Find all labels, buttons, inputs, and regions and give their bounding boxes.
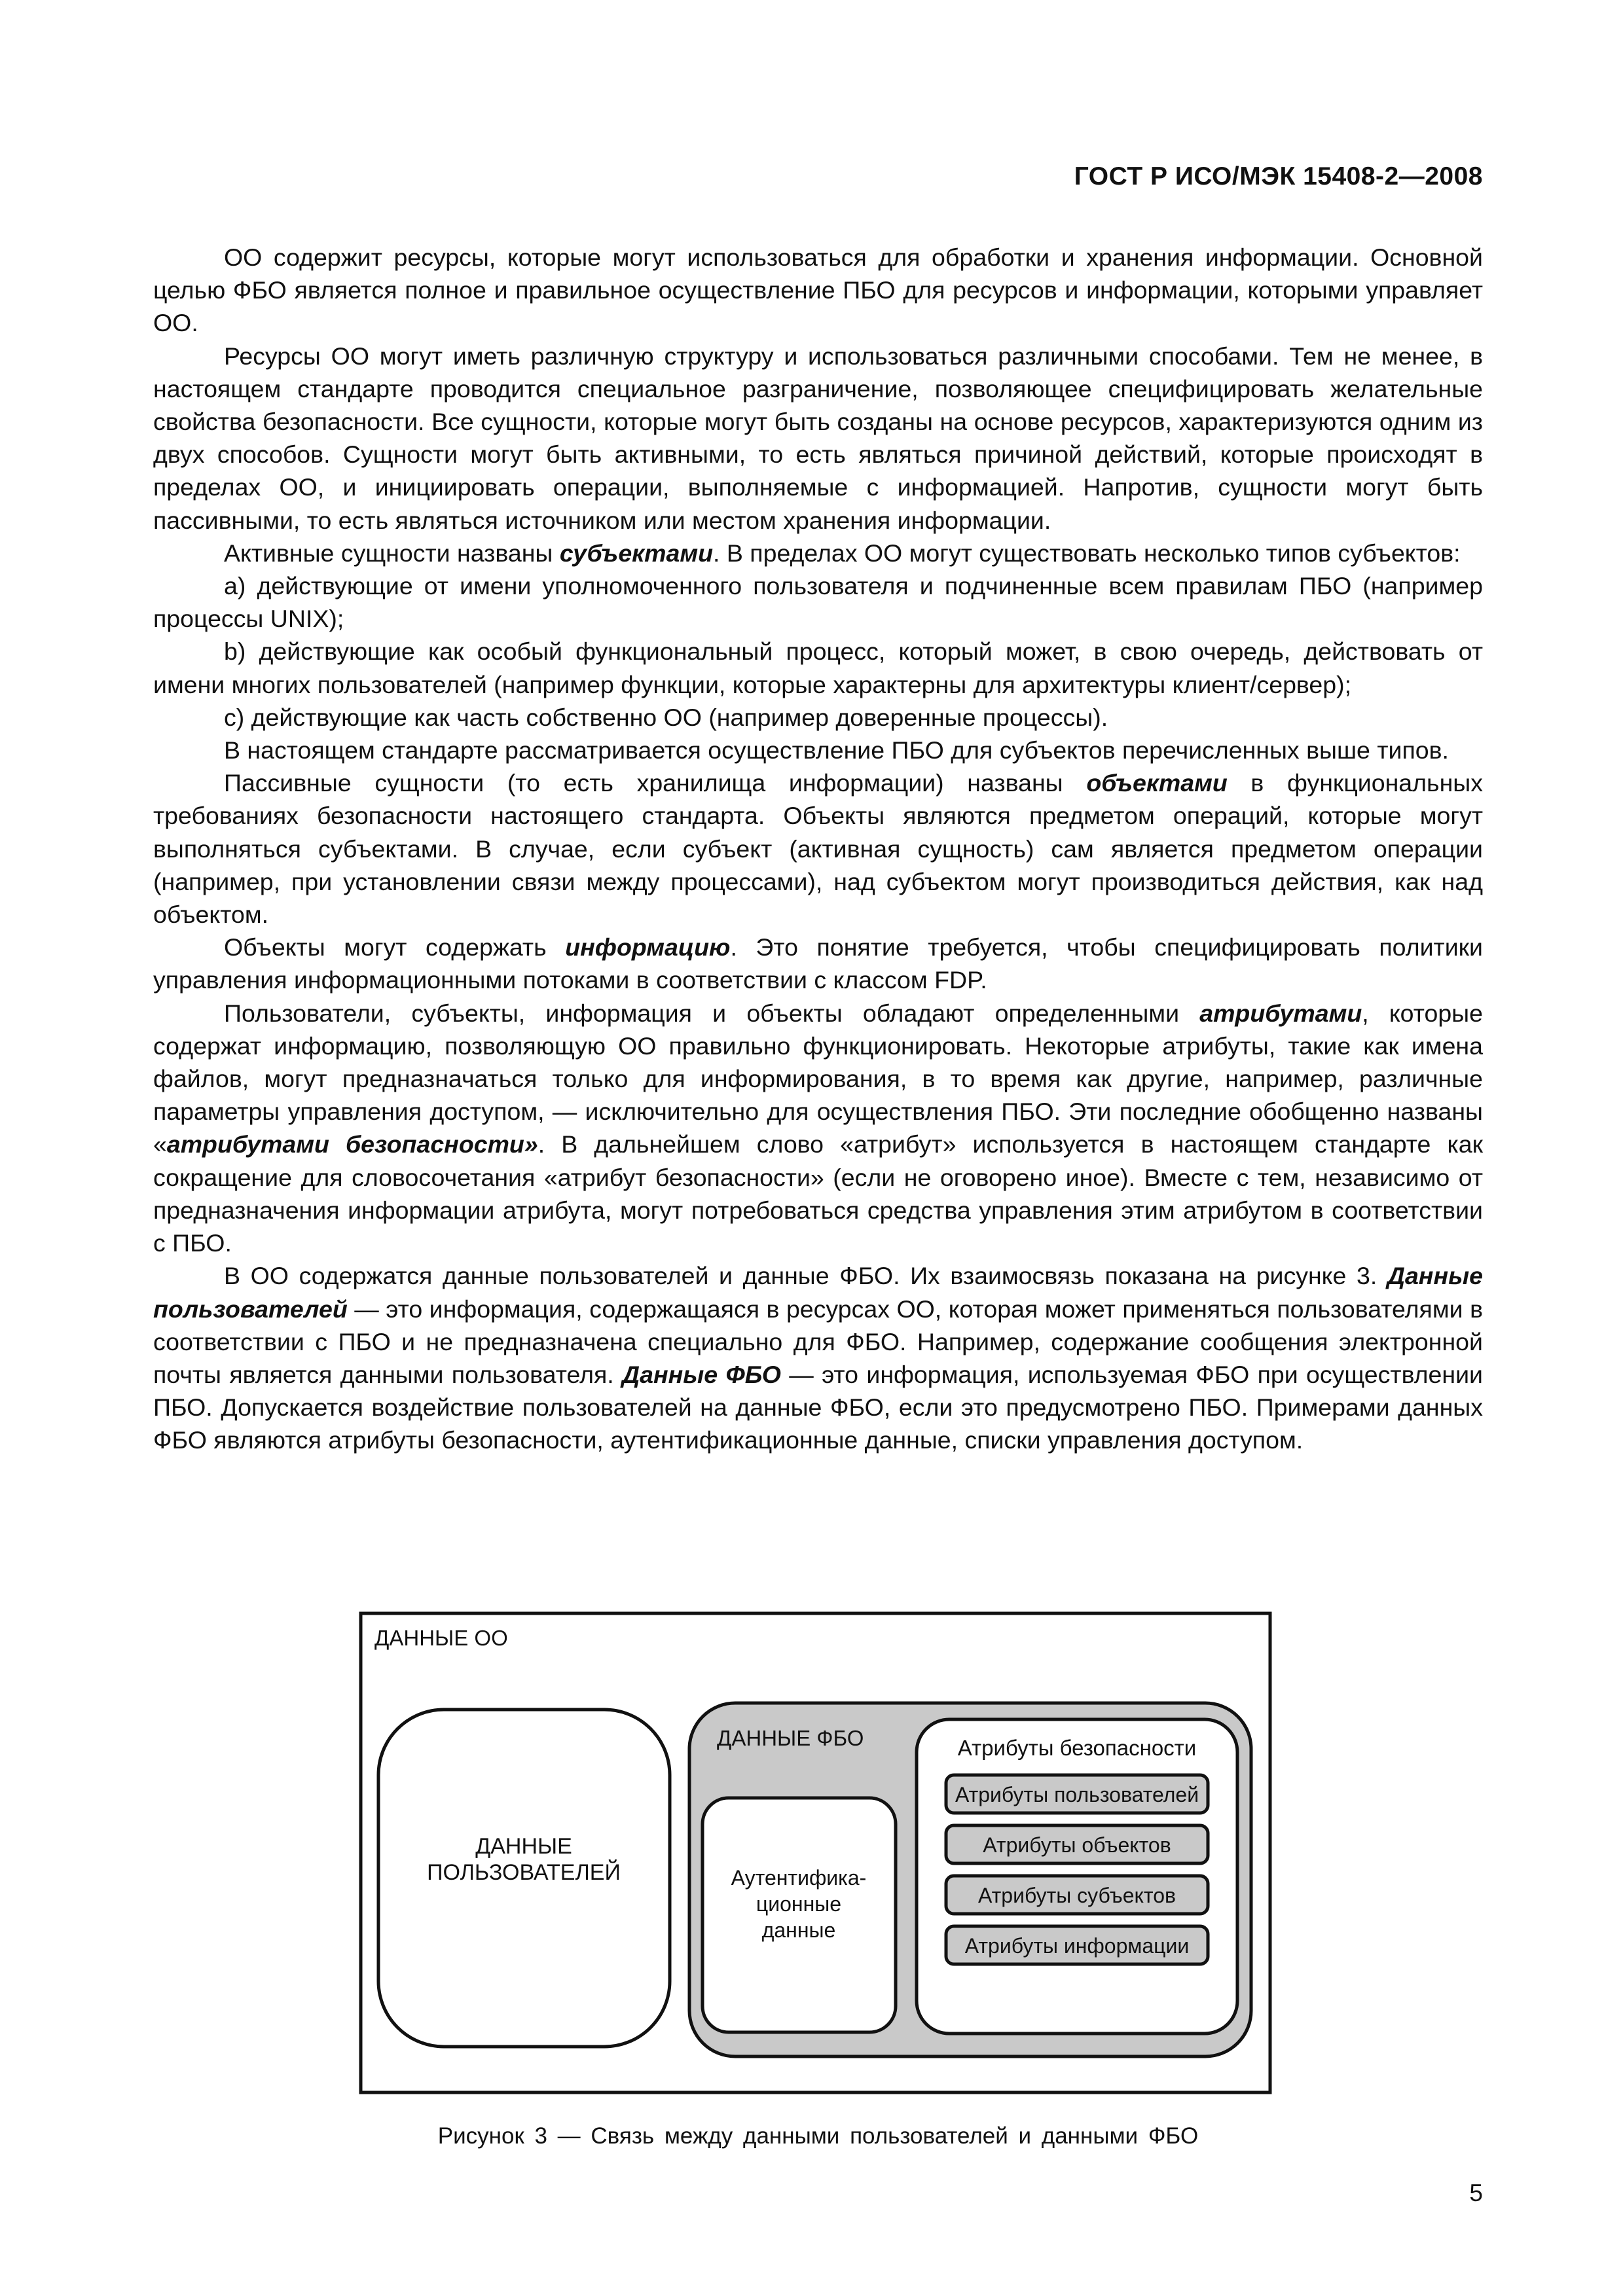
- attr-label-subjects: Атрибуты субъектов: [977, 1884, 1176, 1907]
- tsf-data-label: ДАННЫЕ ФБО: [717, 1726, 864, 1750]
- outer-label: ДАННЫЕ ОО: [374, 1626, 508, 1650]
- auth-data-line1: Аутентифика-: [731, 1866, 867, 1890]
- term-user-data: Данные пользователей: [153, 1262, 1483, 1323]
- auth-data-line3: данные: [761, 1918, 836, 1942]
- attr-label-information: Атрибуты информации: [964, 1934, 1190, 1958]
- figure-diagram: [359, 1611, 1272, 2094]
- paragraph-1: ОО содержит ресурсы, которые могут использоваться для обработки и хранения информации. Основной целью ФБО является полное и правильное осуществление ПБО для ресурсов и информации, которыми управляет ОО.: [153, 243, 1483, 337]
- list-item-a: a) действующие от имени уполномоченного пользователя и подчиненные всем правилам ПБО (например процессы UNIX);: [153, 572, 1483, 633]
- paragraph-2: Ресурсы ОО могут иметь различную структуру и использоваться различными способами. Тем не менее, в настоящем стандарте проводится специальное разграничение, позволяющее специфицировать желательные свойства безопасности. Все сущности, которые могут быть созданы на основе ресурсов, характеризуются одним из двух способов. Сущности могут быть активными, то есть являться причиной действий, которые происходят в пределах ОО, и инициировать операции, выполняемые с информацией. Напротив, сущности могут быть пассивными, то есть являться источником или местом хранения информации.: [153, 342, 1483, 534]
- list-item-b: b) действующие как особый функциональный процесс, который может, в свою очередь, действовать от имени многих пользователей (например функции, которые характерны для архитектуры клиент/сервер);: [153, 637, 1483, 698]
- user-data-line2: ПОЛЬЗОВАТЕЛЕЙ: [427, 1860, 621, 1885]
- list-item-c: c) действующие как часть собственно ОО (например доверенные процессы).: [224, 703, 1108, 731]
- auth-data-line2: ционные: [756, 1892, 842, 1916]
- standard-header: ГОСТ Р ИСО/МЭК 15408-2—2008: [1074, 162, 1483, 190]
- security-attributes-label: Атрибуты безопасности: [957, 1736, 1197, 1760]
- term-attributes: атрибутами: [1199, 999, 1362, 1027]
- page-number: 5: [1469, 2179, 1483, 2206]
- figure-3: [359, 1611, 1272, 2094]
- paragraph-7: Пользователи, субъекты, информация и объекты обладают определенными атрибутами, которые содержат информацию, позволяющую ОО правильно функционировать. Некоторые атрибуты, такие как имена файлов, могут предназначаться только для информирования, в то время как другие, например, различные параметры управления доступом, — исключительно для осуществления ПБО. Эти последние обобщенно названы «атрибутами безопасности». В дальнейшем слово «атрибут» используется в настоящем стандарте как сокращение для словосочетания «атрибут безопасности» (если не оговорено иное). Вместе с тем, независимо от предназначения информации атрибута, могут потребоваться средства управления этим атрибутом в соответствии с ПБО.: [153, 999, 1483, 1257]
- term-subjects: субъектами: [559, 539, 714, 567]
- term-tsf-data: Данные ФБО: [622, 1360, 781, 1388]
- paragraph-5: Пассивные сущности (то есть хранилища информации) названы объектами в функциональных требованиях безопасности настоящего стандарта. Объекты являются предметом операций, которые могут выполняться субъектами. В случае, если субъект (активная сущность) сам является предметом операции (например, при установлении связи между процессами), над субъектом могут производиться действия, как над объектом.: [153, 769, 1483, 929]
- term-objects: объектами: [1086, 769, 1228, 797]
- user-data-line1: ДАННЫЕ: [475, 1834, 572, 1859]
- attr-label-users: Атрибуты пользователей: [955, 1783, 1199, 1806]
- paragraph-8: В ОО содержатся данные пользователей и данные ФБО. Их взаимосвязь показана на рисунке 3. Данные пользователей — это информация, содержащаяся в ресурсах ОО, которая может применяться пользователями в соответствии с ПБО и не предназначена специально для ФБО. Например, содержание сообщения электронной почты является данными пользователя. Данные ФБО — это информация, используемая ФБО при осуществлении ПБО. Допускается воздействие пользователей на данные ФБО, если это предусмотрено ПБО. Примерами данных ФБО являются атрибуты безопасности, аутентификационные данные, списки управления доступом.: [153, 1262, 1483, 1454]
- paragraph-6: Объекты могут содержать информацию. Это понятие требуется, чтобы специфицировать политики управления информационными потоками в соответствии с классом FDP.: [153, 933, 1483, 994]
- paragraph-4: В настоящем стандарте рассматривается осуществление ПБО для субъектов перечисленных выше типов.: [224, 736, 1449, 764]
- document-body: [153, 241, 1483, 1457]
- figure-caption: Рисунок 3 — Связь между данными пользователей и данными ФБО: [437, 2123, 1199, 2149]
- paragraph-3: Активные сущности названы субъектами. В пределах ОО могут существовать несколько типов субъектов:: [224, 539, 1461, 567]
- term-information: информацию: [565, 933, 731, 961]
- term-security-attributes: атрибутами безопасности»: [166, 1130, 538, 1158]
- attr-label-objects: Атрибуты объектов: [983, 1833, 1171, 1857]
